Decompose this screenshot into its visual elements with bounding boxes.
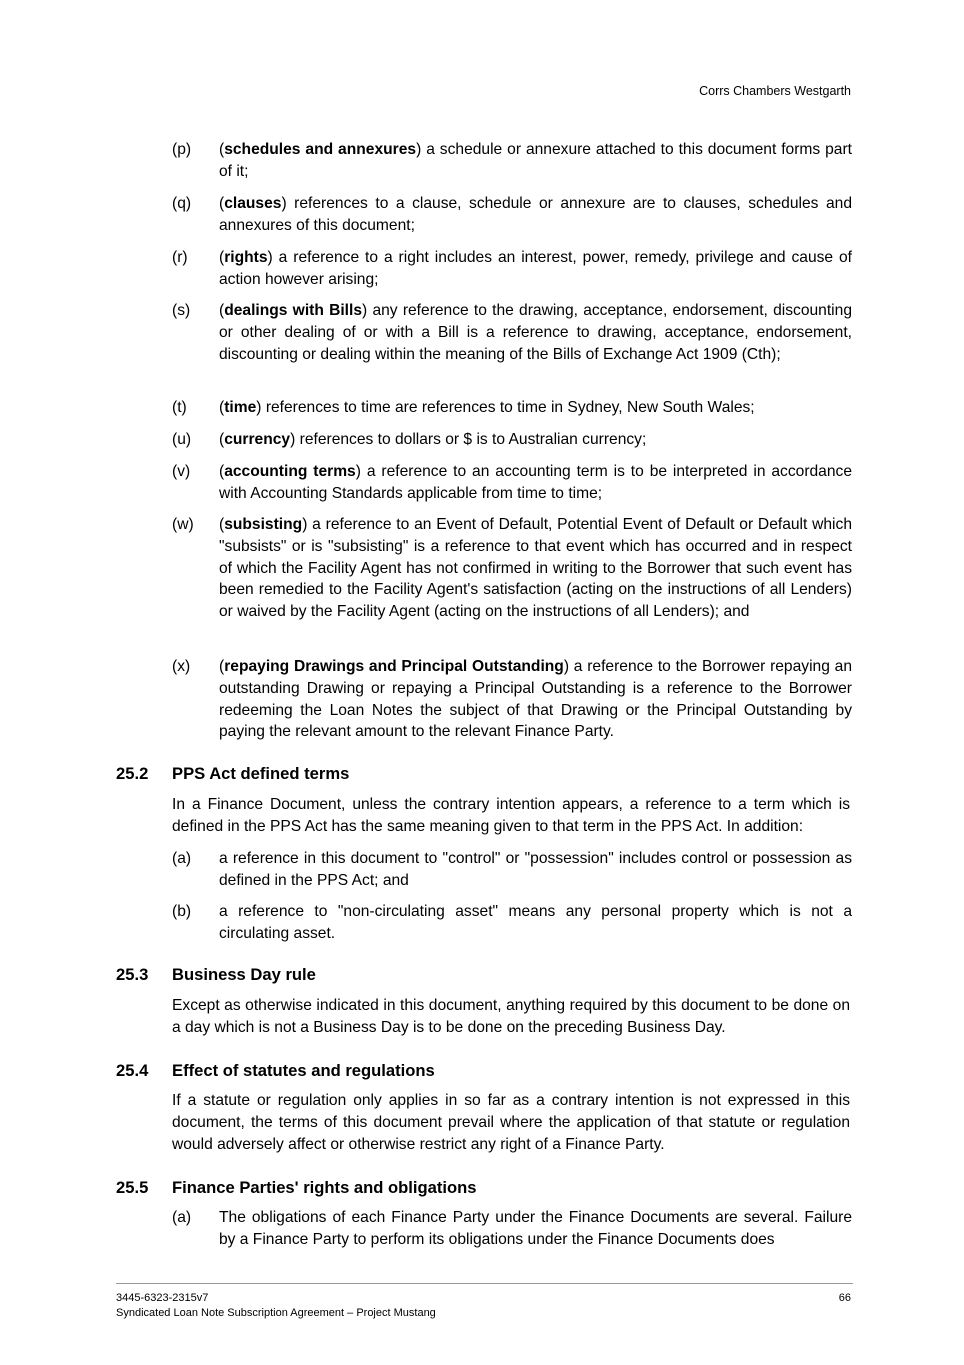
section-25-2-intro: In a Finance Document, unless the contrary intention appears, a reference to a term which is defined in the PPS Act has the same meaning given to that term in the PPS Act. In addition: (172, 796, 850, 835)
clause-label: (a) (172, 1209, 192, 1226)
clause-term: rights (224, 249, 268, 266)
section-title: PPS Act defined terms (172, 764, 350, 783)
clause-text: a reference to an accounting term is to be interpreted in accordance with Accounting Standards applicable from time to time; (219, 463, 852, 502)
section-number: 25.2 (116, 764, 149, 783)
clause-term: dealings with Bills (224, 302, 363, 319)
footer-page-number: 66 (838, 1292, 851, 1304)
section-25-3-text: Except as otherwise indicated in this document, anything required by this document to be done on a day which is not a Business Day is to be done on the preceding Business Day. (172, 997, 850, 1036)
clause-text: a reference to a right includes an interest, power, remedy, privilege and cause of action however arising; (219, 249, 853, 288)
footer-document-ref: 3445-6323-2315v7 (116, 1292, 209, 1304)
clause-text: references to time are references to time in Sydney, New South Wales; (265, 399, 755, 416)
clause-label: (a) (172, 850, 192, 867)
document-page: Corrs Chambers Westgarth (p) (schedules and annexures) a schedule or annexure attached to this document forms part of it; (q) (clauses) references to a clause, schedule or annexure are to clauses, schedules and annexures of this document; (r) (rights) a reference to a right includes an interest, power, remedy, privilege and cause of action however arising; (s) (dealings with Bills) any reference to the drawing, acceptance, endorsement, discounting or other dealing of or with a Bill is a reference to drawing, acceptance, endorsement, discounting or dealing within the meaning of the Bills of Exchange Act 1909 (Cth); (t) (time) references to time are references to time in Sydney, New South Wales; (u) (currency) references to dollars or $ is to Australian currency; (v) (accounting terms) a reference to an accounting term is to be interpreted in accordance with Accounting Standards applicable from time to time; (w) (subsisting) a reference to an Event of Default, Potential Event of Default or Default which "subsists" or is "subsisting" is a reference to that event which has occurred and in respect of which the Facility Agent has not confirmed in writing to the Borrower that such event has been remedied to the Facility Agent's satisfaction (acting on the instructions of all Lenders) or waived by the Facility Agent (acting on the instructions of all Lenders); and (x) (repaying Drawings and Principal Outstanding) a reference to the Borrower repaying an outstanding Drawing or repaying a Principal Outstanding is a reference to the Borrower redeeming the Loan Notes the subject of that Drawing or the Principal Outstanding by paying the relevant amount to the relevant Finance Party. 25.2 PPS Act defined terms In a Finance Document, unless the contrary intention appears, a reference to a term which is defined in the PPS Act has the same meaning given to that term in the PPS Act. In addition: (a) a reference in this document to "control" or "possession" includes control or possession as defined in the PPS Act; and (b) a reference to "non-circulating asset" means any personal property which is not a circulating asset. 25.3 Business Day rule Except as otherwise indicated in this document, anything required by this document to be done on a day which is not a Business Day is to be done on the preceding Business Day. 25.4 Effect of statutes and regulations If a statute or regulation only applies in so far as a contrary intention is not expressed in this document, the terms of this document prevail where the application of that statute or regulation would adversely affect or otherwise restrict any right of a Finance Party. 25.5 Finance Parties' rights and obligations (a) The obligations of each Finance Party under the Finance Documents are several. Failure by a Finance Party to perform its obligations under the Finance Documents does 3445-6323-2315v7 Syndicated Loan Note Subscription Agreement – Project Mustang 66 (116, 84, 853, 1319)
clause-label: (t) (172, 399, 187, 416)
section-number: 25.3 (116, 965, 149, 984)
clause-text: The obligations of each Finance Party under the Finance Documents are several. Failure by a Finance Party to perform its obligations under the Finance Documents does (219, 1209, 852, 1248)
clause-text: a reference to an Event of Default, Potential Event of Default or Default which "subsists" or is "subsisting" is a reference to that event which has occurred and in respect of which the Facility Agent has not confirmed in writing to the Borrower that such event has been remedied to the Facility Agent's satisfaction (acting on the instructions of all Lenders) or waived by the Facility Agent (acting on the instructions of all Lenders); and (219, 516, 852, 621)
clause-label: (q) (172, 195, 192, 212)
clause-term: repaying Drawings and Principal Outstanding (224, 658, 564, 675)
clause-text: a reference in this document to "control" or "possession" includes control or possession as defined in the PPS Act; and (219, 850, 852, 889)
section-title: Finance Parties' rights and obligations (172, 1178, 477, 1197)
clause-term: accounting terms (224, 463, 356, 480)
clause-label: (v) (172, 463, 191, 480)
clause-text: a reference to the Borrower repaying an outstanding Drawing or repaying a Principal Outstanding is a reference to the Borrower redeeming the Loan Notes the subject of that Drawing or the Principal Outstanding by paying the relevant amount to the relevant Finance Party. (219, 658, 852, 741)
clause-label: (u) (172, 431, 192, 448)
clause-term: currency (224, 431, 291, 448)
clause-term: clauses (224, 195, 282, 212)
clause-label: (p) (172, 141, 192, 158)
clause-text: a schedule or annexure attached to this document forms part of it; (219, 141, 852, 180)
section-number: 25.5 (116, 1178, 149, 1197)
section-number: 25.4 (116, 1061, 149, 1080)
clause-text: any reference to the drawing, acceptance, endorsement, discounting or other dealing of or with a Bill is a reference to drawing, acceptance, endorsement, discounting or dealing within the meaning of the Bills of Exchange Act 1909 (Cth); (219, 302, 852, 363)
clause-label: (w) (172, 516, 194, 533)
clause-text: references to dollars or $ is to Australian currency; (299, 431, 647, 448)
clause-label: (x) (172, 658, 191, 675)
clause-term: subsisting (224, 516, 303, 533)
footer-divider (116, 1283, 853, 1284)
clause-term: time (224, 399, 257, 416)
section-25-4-text: If a statute or regulation only applies in so far as a contrary intention is not expressed in this document, the terms of this document prevail where the application of that statute or regulation would adversely affect or otherwise restrict any right of a Finance Party. (172, 1092, 850, 1153)
footer-document-title: Syndicated Loan Note Subscription Agreement – Project Mustang (116, 1307, 436, 1319)
clause-text: a reference to "non-circulating asset" means any personal property which is not a circulating asset. (219, 903, 852, 942)
clause-text: references to a clause, schedule or annexure are to clauses, schedules and annexures of this document; (219, 195, 852, 234)
header-firm-name: Corrs Chambers Westgarth (699, 84, 851, 98)
clause-label: (r) (172, 249, 188, 266)
section-title: Business Day rule (172, 965, 316, 984)
clause-label: (b) (172, 903, 192, 920)
clause-term: schedules and annexures (224, 141, 417, 158)
clause-label: (s) (172, 302, 191, 319)
section-title: Effect of statutes and regulations (172, 1061, 435, 1080)
